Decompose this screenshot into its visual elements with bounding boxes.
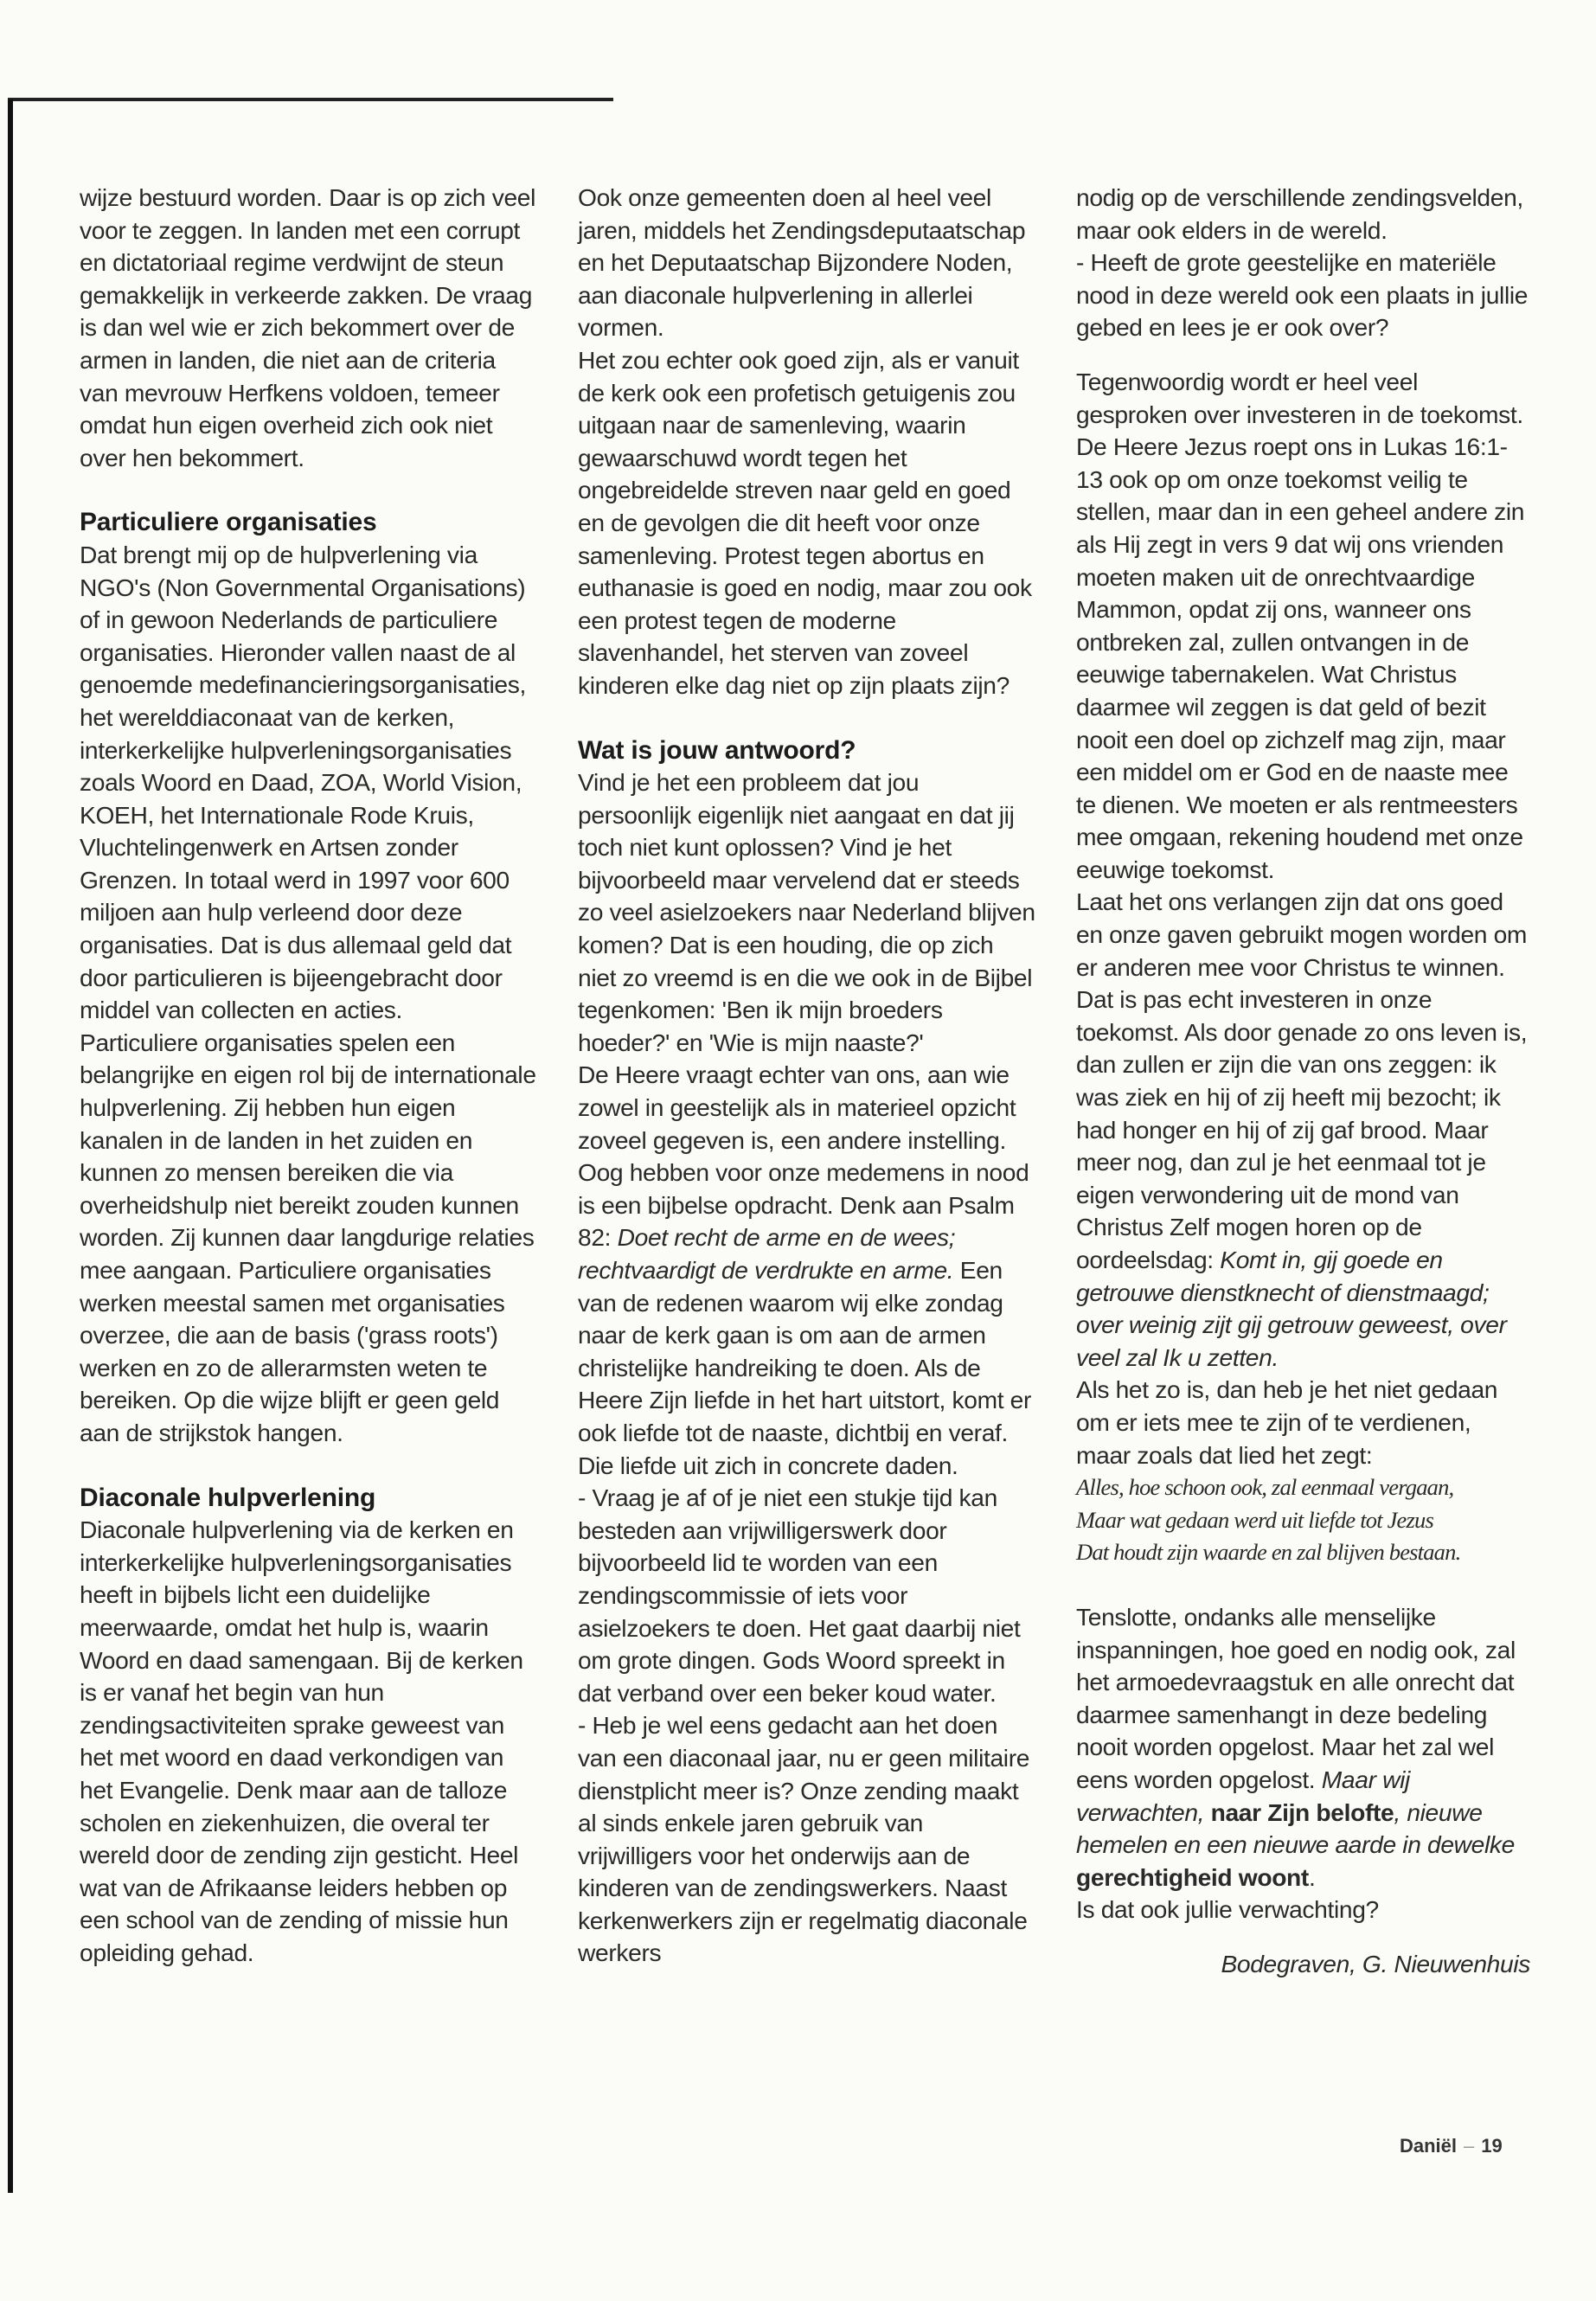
text-run: Een van de redenen waarom wij elke zondag naar de kerk gaan is om aan de armen christelijke handreiking te doen. Als de Heere Zijn liefde in het hart uitstort, komt er ook liefde tot de naaste, dichtbij en veraf. Die liefde uit zich in concrete daden. xyxy=(578,1256,1032,1479)
author-signature: Bodegraven, G. Nieuwenhuis xyxy=(1221,1949,1530,1977)
paragraph: Ook onze gemeenten doen al heel veel jaren, middels het Zendingsdeputaatschap en het Deputaatschap Bijzondere Noden, aan diaconale hulpverlening in allerlei vormen. xyxy=(578,183,1026,342)
paragraph: Is dat ook jullie verwachting? xyxy=(1076,1895,1379,1924)
column-left xyxy=(80,182,538,1969)
paragraph: Het zou echter ook goed zijn, als er vanuit de kerk ook een profetisch getuigenis zou uitgaan naar de samenleving, waarin gewaarschuwd wordt tegen het ongebreidelde streven naar geld en goed en de gevolgen die dit heeft voor onze samenleving. Protest tegen abortus en euthanasie is goed en nodig, maar zou ook een protest tegen de moderne slavenhandel, het sterven van zoveel kinderen elke dag niet op zijn plaats zijn? xyxy=(578,345,1032,699)
paragraph xyxy=(1076,886,1530,1374)
text-run: De Heere vraagt echter van ons, aan wie zowel in geestelijk als in materieel opzicht zoveel gegeven is, een andere instelling. Oog hebben voor onze medemens in nood is een bijbelse opdracht. Denk aan Psalm 82: xyxy=(578,1061,1029,1252)
song-line: Dat houdt zijn waarde en zal blijven bestaan. xyxy=(1076,1539,1461,1566)
paragraph: Particuliere organisaties spelen een belangrijke en eigen rol bij de internationale hulpverlening. Zij hebben hun eigen kanalen in de landen in het zuiden en kunnen zo mensen bereiken die via overheidshulp niet bereikt zouden kunnen worden. Zij kunnen daar langdurige relaties mee aangaan. Particuliere organisaties werken meestal samen met organisaties overzee, die aan de basis ('grass roots') werken en zo de allerarmsten weten te bereiken. Op die wijze blijft er geen geld aan de strijkstok hangen. xyxy=(80,1028,536,1446)
column-right xyxy=(1076,182,1530,1980)
paragraph xyxy=(1076,1601,1530,1894)
text-run: Tenslotte, ondanks alle menselijke inspanningen, hoe goed en nodig ook, zal het armoedevraagstuk en alle onrecht dat daarmee samenhangt in deze bedeling nooit worden opgelost. Maar het zal wel eens worden opgelost. xyxy=(1076,1602,1516,1793)
page-footer: Daniël – 19 xyxy=(1400,2135,1503,2157)
paragraph: Dat brengt mij op de hulpverlening via NGO's (Non Governmental Organisations) of in gewoon Nederlands de particuliere organisaties. Hieronder vallen naast de al genoemde medefinancieringsorganisaties, het werelddiaconaat van de kerken, interkerkelijke hulpverleningsorganisaties zoals Woord en Daad, ZOA, World Vision, KOEH, het Internationale Rode Kruis, Vluchtelingenwerk en Artsen zonder Grenzen. In totaal werd in 1997 voor 600 miljoen aan hulp verleend door deze organisaties. Dat is dus allemaal geld dat door particulieren is bijeengebracht door middel van collecten en acties. xyxy=(80,540,526,1024)
bold-run: gerechtigheid woont xyxy=(1076,1862,1309,1891)
section-heading-particuliere: Particuliere organisaties xyxy=(80,508,377,537)
column-middle xyxy=(578,182,1036,1970)
song-line: Alles, hoe schoon ook, zal eenmaal vergaan, xyxy=(1076,1474,1454,1501)
paragraph: nodig op de verschillende zendingsvelden, maar ook elders in de wereld. xyxy=(1076,183,1523,244)
paragraph: Als het zo is, dan heb je het niet gedaan om er iets mee te zijn of te verdienen, maar zoals dat lied het zegt: xyxy=(1076,1375,1498,1469)
italic-run: Maar wij verwachten, xyxy=(1076,1765,1410,1826)
song-line: Maar wat gedaan werd uit liefde tot Jezus xyxy=(1076,1506,1433,1533)
paragraph: De Heere Jezus roept ons in Lukas 16:1-13 ook op om onze toekomst veilig te stellen, maar dan in een geheel andere zin als Hij zegt in vers 9 dat wij ons vrienden moeten maken uit de onrechtvaardige Mammon, opdat zij ons, wanneer ons ontbreken zal, zullen ontvangen in de eeuwige tabernakelen. Wat Christus daarmee wil zeggen is dat geld of bezit nooit een doel op zichzelf mag zijn, maar een middel om er God en de naaste mee te dienen. We moeten er als rentmeesters mee omgaan, rekening houdend met onze eeuwige toekomst. xyxy=(1076,433,1525,883)
bible-quote: Komt in, gij goede en getrouwe dienstknecht of dienstmaagd; over weinig zijt gij getrouw geweest, over veel zal Ik u zetten. xyxy=(1076,1246,1507,1371)
page-number: 19 xyxy=(1481,2135,1503,2157)
paragraph: - Vraag je af of je niet een stukje tijd kan besteden aan vrijwilligerswerk door bijvoorbeeld lid te worden van een zendingscommissie of iets voor asielzoekers te doen. Het gaat daarbij niet om grote dingen. Gods Woord spreekt in dat verband over een beker koud water. xyxy=(578,1484,1021,1707)
song-quote xyxy=(1076,1471,1530,1569)
bold-run: naar Zijn belofte xyxy=(1210,1798,1394,1826)
paragraph: - Heeft de grote geestelijke en materiële nood in deze wereld ook een plaats in jullie gebed en lees je er ook over? xyxy=(1076,248,1529,342)
paragraph: Tegenwoordig wordt er heel veel gesproken over investeren in de toekomst. xyxy=(1076,367,1523,428)
text-run: . xyxy=(1308,1862,1316,1891)
paragraph xyxy=(578,1059,1036,1482)
italic-run: , nieuwe hemelen en een nieuwe aarde in dewelke xyxy=(1076,1798,1515,1859)
text-run: Laat het ons verlangen zijn dat ons goed en onze gaven gebruikt mogen worden om er anderen mee voor Christus te winnen. Dat is pas echt investeren in onze toekomst. Als door genade zo ons leven is, dan zullen er zijn die van ons zeggen: ik was ziek en hij of zij heeft mij bezocht; ik had honger en hij of zij gaf brood. Maar meer nog, dan zul je het eenmaal tot je eigen verwondering uit de mond van Christus Zelf mogen horen op de oordeelsdag: xyxy=(1076,888,1528,1273)
paragraph: Diaconale hulpverlening via de kerken en interkerkelijke hulpverleningsorganisaties heeft in bijbels licht een duidelijke meerwaarde, omdat het hulp is, waarin Woord en daad samengaan. Bij de kerken is er vanaf het begin van hun zendingsactiviteiten sprake geweest van het met woord en daad verkondigen van het Evangelie. Denk maar aan de talloze scholen en ziekenhuizen, die overal ter wereld door de zending zijn gesticht. Heel wat van de Afrikaanse leiders hebben op een school van de zending of missie hun opleiding gehad. xyxy=(80,1516,523,1966)
section-heading-diaconale: Diaconale hulpverlening xyxy=(80,1483,376,1512)
crop-mark-horizontal xyxy=(8,98,613,101)
paragraph: Vind je het een probleem dat jou persoonlijk eigenlijk niet aangaat en dat jij toch niet kunt oplossen? Vind je het bijvoorbeeld maar vervelend dat er steeds zo veel asielzoekers naar Nederland blijven komen? Dat is een houding, die op zich niet zo vreemd is en die we ook in de Bijbel tegenkomen: 'Ben ik mijn broeders hoeder?' en 'Wie is mijn naaste?' xyxy=(578,768,1035,1056)
section-heading-antwoord: Wat is jouw antwoord? xyxy=(578,735,856,765)
paragraph: wijze bestuurd worden. Daar is op zich veel voor te zeggen. In landen met een corrupt en dictatoriaal regime verdwijnt de steun gemakkelijk in verkeerde zakken. De vraag is dan wel wie er zich bekommert over de armen in landen, die niet aan de criteria van mevrouw Herfkens voldoen, temeer omdat hun eigen overheid zich ook niet over hen bekommert. xyxy=(80,183,536,471)
magazine-name: Daniël xyxy=(1400,2135,1458,2157)
psalm-quote: Doet recht de arme en de wees; rechtvaardigt de verdrukte en arme. xyxy=(578,1223,956,1284)
paragraph: - Heb je wel eens gedacht aan het doen van een diaconaal jaar, nu er geen militaire dienstplicht meer is? Onze zending maakt al sinds enkele jaren gebruik van vrijwilligers voor het onderwijs aan de kinderen van de zendingswerkers. Naast kerkenwerkers zijn er regelmatig diaconale werkers xyxy=(578,1711,1030,1967)
crop-mark-vertical xyxy=(8,99,13,2193)
